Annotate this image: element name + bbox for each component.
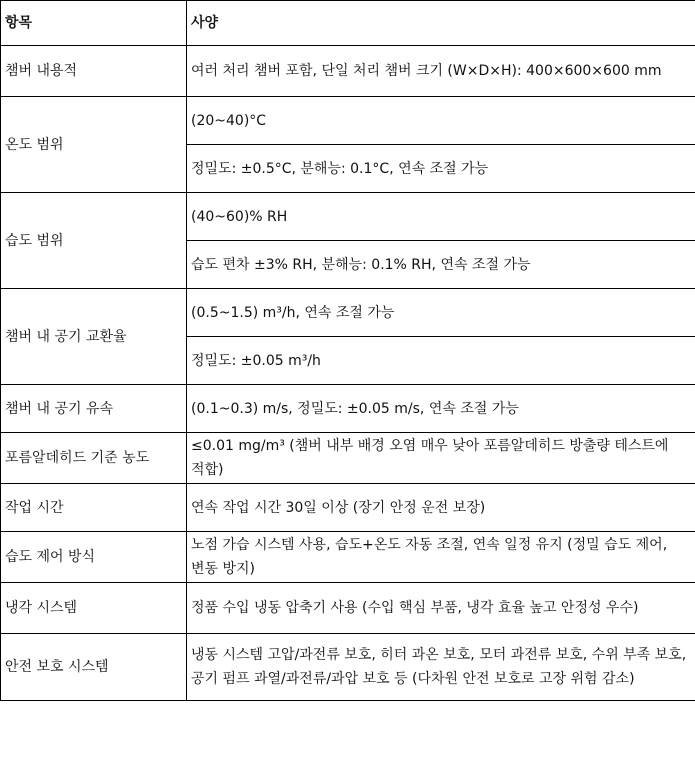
row-value-volume: 여러 처리 챔버 포함, 단일 처리 챔버 크기 (W×D×H): 400×600×600 mm <box>187 46 695 97</box>
row-value-cooling: 정품 수입 냉동 압축기 사용 (수입 핵심 부품, 냉각 효율 높고 안정성 우수) <box>187 583 695 634</box>
header-spec: 사양 <box>187 1 695 46</box>
row-label-humidity-control: 습도 제어 방식 <box>1 532 187 583</box>
row-value-air-exchange-precision: 정밀도: ±0.05 m³/h <box>187 337 695 385</box>
row-label-formaldehyde: 포름알데히드 기준 농도 <box>1 433 187 484</box>
header-item: 항목 <box>1 1 187 46</box>
row-value-air-flow: (0.1~0.3) m/s, 정밀도: ±0.05 m/s, 연속 조절 가능 <box>187 385 695 433</box>
row-value-safety: 냉동 시스템 고압/과전류 보호, 히터 과온 보호, 모터 과전류 보호, 수위 부족 보호, 공기 펌프 과열/과전류/과압 보호 등 (다차원 안전 보호로 고장 위험 감소) <box>187 634 695 701</box>
table-row <box>1 193 695 241</box>
row-value-temp-range: (20~40)°C <box>187 97 695 145</box>
table-row <box>1 583 695 634</box>
row-label-temp: 온도 범위 <box>1 97 187 193</box>
row-label-safety: 안전 보호 시스템 <box>1 634 187 701</box>
table-row <box>1 532 695 583</box>
row-label-air-flow: 챔버 내 공기 유속 <box>1 385 187 433</box>
table-row <box>1 46 695 97</box>
row-value-humidity-precision: 습도 편차 ±3% RH, 분해능: 0.1% RH, 연속 조절 가능 <box>187 241 695 289</box>
row-value-air-exchange-range: (0.5~1.5) m³/h, 연속 조절 가능 <box>187 289 695 337</box>
row-value-formaldehyde: ≤0.01 mg/m³ (챔버 내부 배경 오염 매우 낮아 포름알데히드 방출량 테스트에 적합) <box>187 433 695 484</box>
header-row <box>1 1 695 46</box>
table-row <box>1 97 695 145</box>
table-row <box>1 289 695 337</box>
row-label-cooling: 냉각 시스템 <box>1 583 187 634</box>
row-value-humidity-range: (40~60)% RH <box>187 193 695 241</box>
table-row <box>1 385 695 433</box>
row-label-work-time: 작업 시간 <box>1 484 187 532</box>
row-value-humidity-control: 노점 가습 시스템 사용, 습도+온도 자동 조절, 연속 일정 유지 (정밀 습도 제어, 변동 방지) <box>187 532 695 583</box>
table-row <box>1 634 695 701</box>
row-label-air-exchange: 챔버 내 공기 교환율 <box>1 289 187 385</box>
row-value-temp-precision: 정밀도: ±0.5°C, 분해능: 0.1°C, 연속 조절 가능 <box>187 145 695 193</box>
row-label-humidity: 습도 범위 <box>1 193 187 289</box>
table-row <box>1 484 695 532</box>
row-label-volume: 챔버 내용적 <box>1 46 187 97</box>
row-value-work-time: 연속 작업 시간 30일 이상 (장기 안정 운전 보장) <box>187 484 695 532</box>
table-row <box>1 433 695 484</box>
